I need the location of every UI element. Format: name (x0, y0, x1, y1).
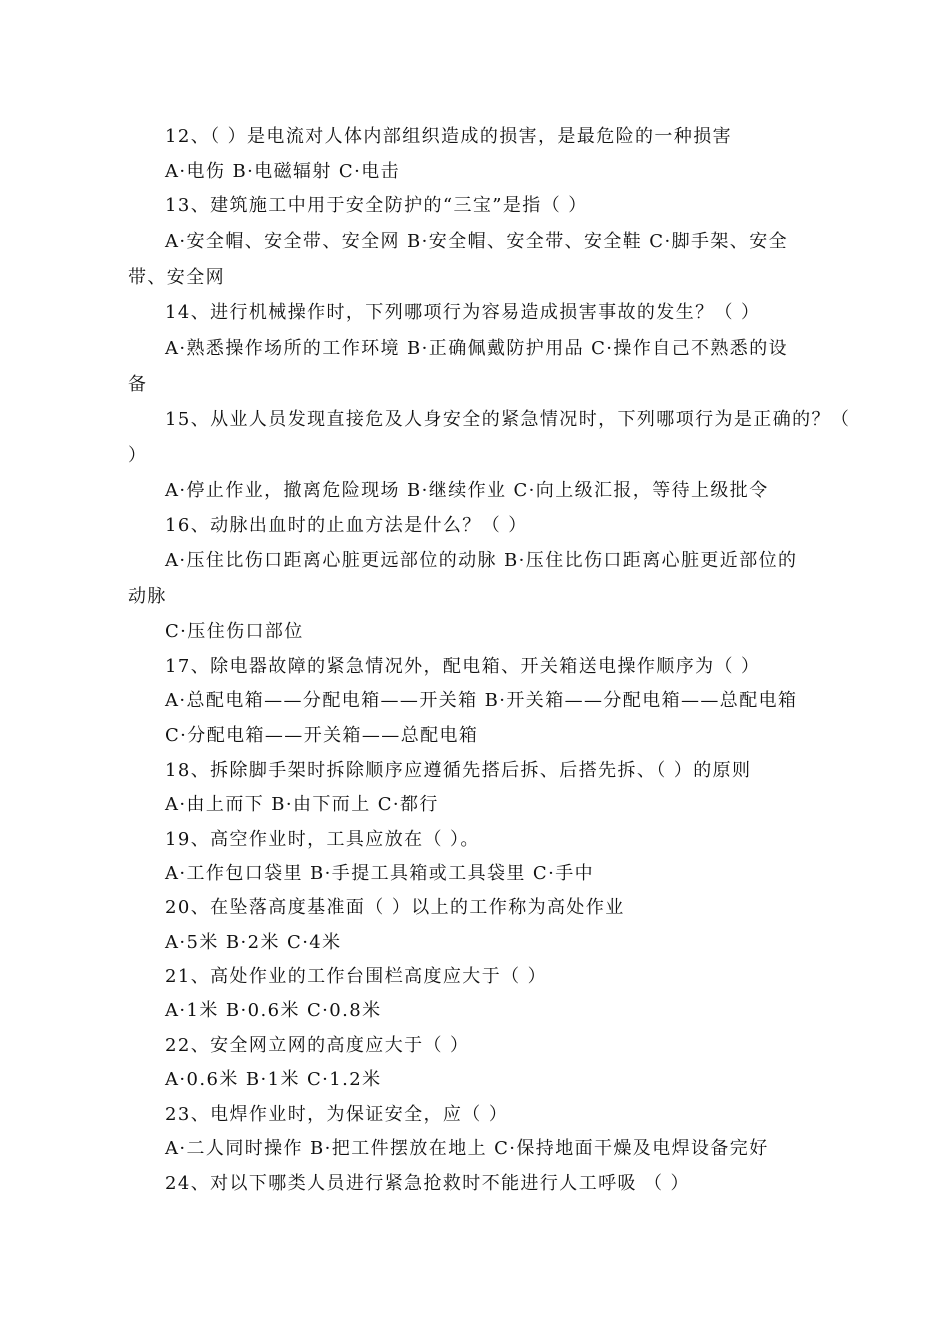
options-21: A·1米 B·0.6米 C·0.8米 (165, 1000, 382, 1021)
options-15: A·停止作业，撤离危险现场 B·继续作业 C·向上级汇报，等待上级批令 (165, 480, 769, 501)
options-19: A·工作包口袋里 B·手提工具箱或工具袋里 C·手中 (165, 863, 595, 884)
options-16-continued: 动脉 (128, 586, 167, 607)
options-18: A·由上而下 B·由下而上 C·都行 (165, 794, 439, 815)
options-16-c: C·压住伤口部位 (165, 621, 304, 642)
question-15: 15、从业人员发现直接危及人身安全的紧急情况时，下列哪项行为是正确的？（ (165, 409, 851, 430)
question-14: 14、进行机械操作时，下列哪项行为容易造成损害事故的发生？（ ） (165, 302, 761, 323)
options-20: A·5米 B·2米 C·4米 (165, 932, 342, 953)
question-23: 23、电焊作业时，为保证安全，应（ ） (165, 1104, 509, 1125)
options-16: A·压住比伤口距离心脏更远部位的动脉 B·压住比伤口距离心脏更近部位的 (165, 550, 798, 571)
options-14-continued: 备 (128, 374, 148, 395)
options-13: A·安全帽、安全带、安全网 B·安全帽、安全带、安全鞋 C·脚手架、安全 (165, 231, 789, 252)
question-24: 24、对以下哪类人员进行紧急抢救时不能进行人工呼吸 （ ） (165, 1173, 690, 1194)
options-23: A·二人同时操作 B·把工件摆放在地上 C·保持地面干燥及电焊设备完好 (165, 1138, 769, 1159)
question-17: 17、除电器故障的紧急情况外，配电箱、开关箱送电操作顺序为（ ） (165, 656, 761, 677)
options-17: A·总配电箱——分配电箱——开关箱 B·开关箱——分配电箱——总配电箱 (165, 690, 798, 711)
question-21: 21、高处作业的工作台围栏高度应大于（ ） (165, 966, 548, 987)
question-16: 16、动脉出血时的止血方法是什么？（ ） (165, 515, 528, 536)
options-13-continued: 带、安全网 (128, 267, 225, 288)
question-19: 19、高空作业时，工具应放在（ ）。 (165, 829, 480, 850)
options-17-c: C·分配电箱——开关箱——总配电箱 (165, 725, 479, 746)
question-22: 22、安全网立网的高度应大于（ ） (165, 1035, 470, 1056)
question-13: 13、建筑施工中用于安全防护的“三宝”是指（ ） (165, 195, 588, 216)
question-12: 12、（ ）是电流对人体内部组织造成的损害，是最危险的一种损害 (165, 126, 733, 147)
options-22: A·0.6米 B·1米 C·1.2米 (165, 1069, 382, 1090)
question-15-continued: ） (128, 445, 148, 466)
options-14: A·熟悉操作场所的工作环境 B·正确佩戴防护用品 C·操作自己不熟悉的设 (165, 338, 789, 359)
options-12: A·电伤 B·电磁辐射 C·电击 (165, 161, 401, 182)
question-20: 20、在坠落高度基准面（ ）以上的工作称为高处作业 (165, 897, 625, 918)
question-18: 18、拆除脚手架时拆除顺序应遵循先搭后拆、后搭先拆、（ ）的原则 (165, 760, 752, 781)
